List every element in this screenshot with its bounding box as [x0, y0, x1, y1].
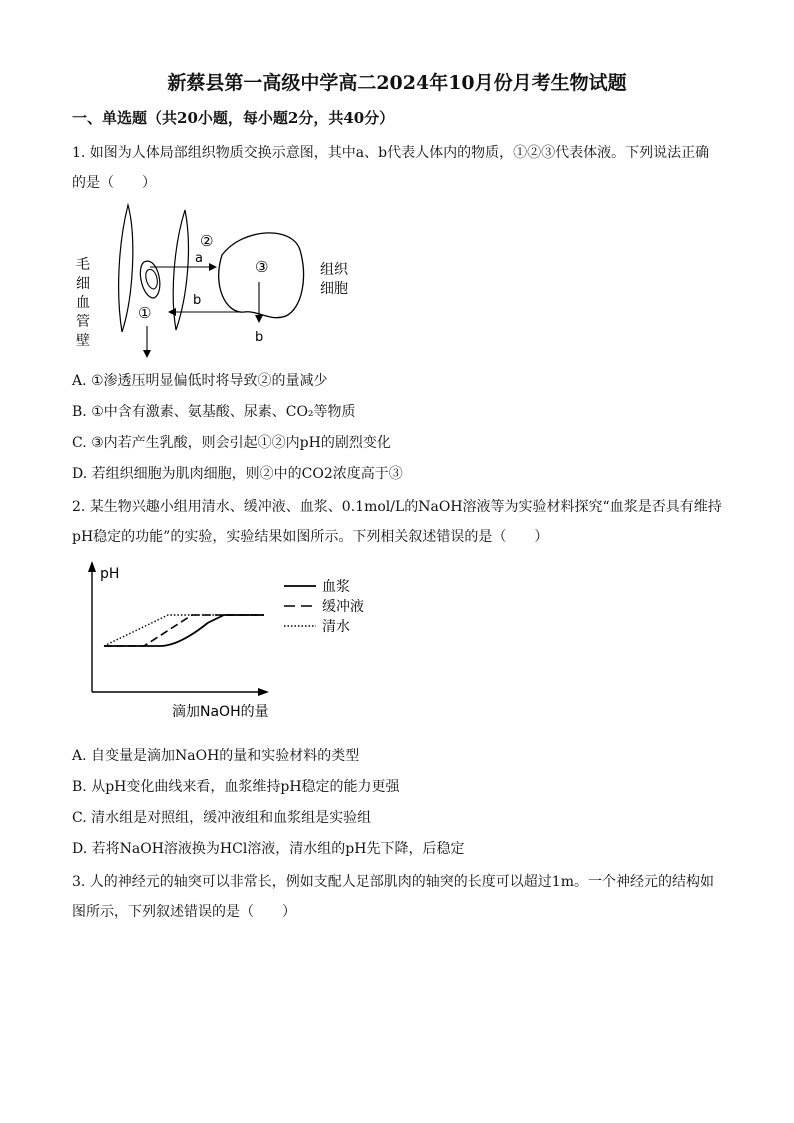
arrow-b-left — [168, 308, 176, 316]
q2-stem-line2: pH稳定的功能”的实验，实验结果如图所示。下列相关叙述错误的是（ ） — [72, 529, 549, 545]
y-axis-label: pH — [100, 566, 120, 582]
label-c2: ② — [200, 232, 214, 250]
section-heading: 一、单选题（共20小题，每小题2分，共40分） — [72, 109, 395, 127]
q1-stem-line2: 的是（ ） — [72, 175, 156, 191]
lymph-vessel-inner — [146, 269, 158, 289]
label-c1: ① — [138, 304, 152, 322]
q1-option-c: C. ③内若产生乳酸，则会引起①②内pH的剧烈变化 — [72, 435, 391, 451]
legend — [284, 578, 364, 635]
wall-label-3: 血 — [76, 295, 90, 311]
q3-stem-line1: 3. 人的神经元的轴突可以非常长，例如支配人足部肌肉的轴突的长度可以超过1m。一个神经元的结构如 — [72, 874, 714, 890]
arrow-a — [209, 263, 217, 271]
label-b2: b — [255, 330, 264, 345]
x-axis-label: 滴加NaOH的量 — [172, 704, 269, 720]
wall-label-1: 毛 — [76, 257, 90, 273]
label-c3: ③ — [255, 258, 269, 276]
q2-stem-line1: 2. 某生物兴趣小组用清水、缓冲液、血浆、0.1mol/L的NaOH溶液等为实验材料探究“血浆是否具有维持 — [72, 499, 722, 515]
wall-label-4: 管 — [76, 314, 90, 330]
legend-label-dashed: 缓冲液 — [322, 599, 364, 615]
q2-option-a: A. 自变量是滴加NaOH的量和实验材料的类型 — [72, 748, 360, 764]
y-axis-arrow — [88, 561, 96, 572]
q1-option-b: B. ①中含有激素、氨基酸、尿素、CO₂等物质 — [72, 404, 356, 420]
series-layer — [104, 615, 264, 646]
ph-chart — [72, 556, 392, 726]
legend-label-solid: 血浆 — [322, 579, 350, 595]
q1-option-a: A. ①渗透压明显偏低时将导致②的量减少 — [72, 373, 328, 389]
arrow-b-down — [255, 315, 263, 323]
q3-stem-line2: 图所示，下列叙述错误的是（ ） — [72, 904, 296, 920]
wall-label-2: 细 — [76, 276, 90, 292]
q2-option-c: C. 清水组是对照组，缓冲液组和血浆组是实验组 — [72, 810, 372, 826]
capillary-wall-left — [119, 205, 133, 332]
q1-tissue-diagram — [72, 200, 372, 360]
q1-option-d: D. 若组织细胞为肌肉细胞，则②中的CO2浓度高于③ — [72, 466, 403, 482]
label-a: a — [195, 251, 203, 266]
series-line-dashed — [104, 615, 264, 646]
arrow-down-1 — [143, 350, 151, 358]
label-b1: b — [193, 293, 202, 308]
q2-option-b: B. 从pH变化曲线来看，血浆维持pH稳定的能力更强 — [72, 779, 400, 795]
legend-label-dotted: 清水 — [322, 619, 350, 635]
cell-label-line1: 组织 — [320, 262, 348, 278]
page-title: 新蔡县第一高级中学高二2024年10月份月考生物试题 — [167, 72, 627, 94]
q2-option-d: D. 若将NaOH溶液换为HCl溶液，清水组的pH先下降，后稳定 — [72, 841, 465, 857]
q1-stem-line1: 1. 如图为人体局部组织物质交换示意图，其中a、b代表人体内的物质，①②③代表体液。下列说法正确 — [72, 145, 710, 161]
cell-label-line2: 细胞 — [320, 281, 348, 297]
wall-label-5: 壁 — [76, 333, 90, 349]
x-axis-arrow — [258, 688, 269, 696]
